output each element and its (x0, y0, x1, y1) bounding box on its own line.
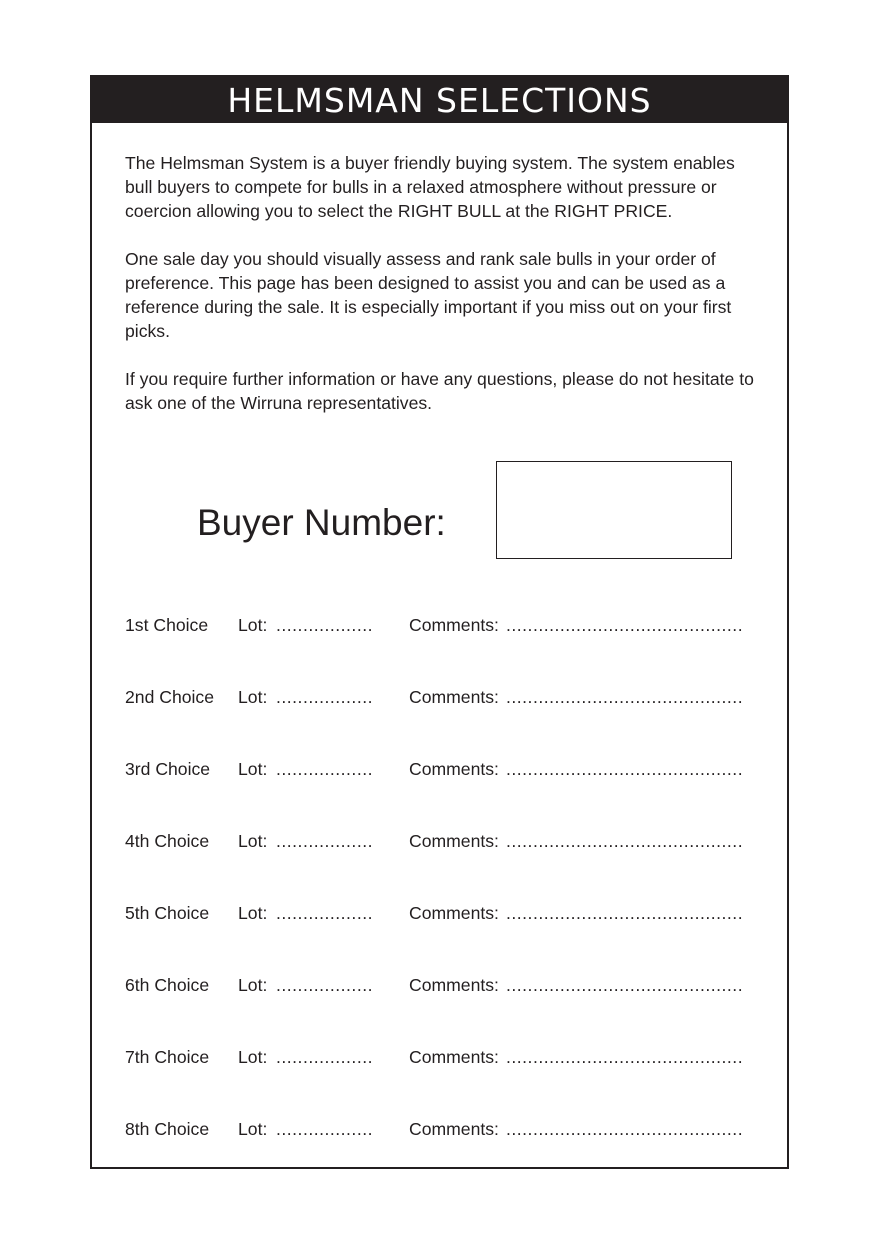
comments-field[interactable]: ............................................ (506, 759, 744, 779)
comments-field[interactable]: ............................................ (506, 687, 744, 707)
comments-label: Comments: (409, 975, 499, 995)
intro-paragraph-2: One sale day you should visually assess and rank sale bulls in your order of preference. This page has been designed to assist you and can be used as a reference during the sale. It is especially important if you miss out on your first picks. (125, 249, 732, 341)
comments-label: Comments: (409, 615, 499, 635)
lot-field[interactable]: .................. (276, 975, 373, 995)
lot-field[interactable]: .................. (276, 903, 373, 923)
lot-field[interactable]: .................. (276, 759, 373, 779)
lot-field[interactable]: .................. (276, 1119, 373, 1139)
lot-label: Lot: (238, 1119, 268, 1139)
lot-label: Lot: (238, 975, 268, 995)
choice-label: 7th Choice (125, 1047, 210, 1067)
comments-label: Comments: (409, 1119, 499, 1139)
comments-field[interactable]: ............................................ (506, 975, 744, 995)
choice-row-1 (125, 615, 765, 687)
comments-label: Comments: (409, 831, 499, 851)
lot-label: Lot: (238, 903, 268, 923)
choice-row-5 (125, 903, 765, 975)
lot-field[interactable]: .................. (276, 1047, 373, 1067)
choice-row-8 (125, 1119, 765, 1191)
comments-label: Comments: (409, 1047, 499, 1067)
header-bar (92, 77, 787, 123)
comments-label: Comments: (409, 759, 499, 779)
choice-label: 4th Choice (125, 831, 210, 851)
buyer-number-field[interactable] (496, 461, 732, 559)
choice-label: 2nd Choice (125, 687, 215, 707)
lot-label: Lot: (238, 759, 268, 779)
lot-field[interactable]: .................. (276, 615, 373, 635)
choice-row-6 (125, 975, 765, 1047)
lot-field[interactable]: .................. (276, 687, 373, 707)
comments-label: Comments: (409, 903, 499, 923)
choice-label: 6th Choice (125, 975, 210, 995)
intro-paragraph-1: The Helmsman System is a buyer friendly buying system. The system enables bull buyers to compete for bulls in a relaxed atmosphere without pressure or coercion allowing you to select the RIGHT BULL at the RIGHT PRICE. (125, 153, 735, 221)
intro-text (125, 151, 758, 439)
comments-field[interactable]: ............................................ (506, 1047, 744, 1067)
choice-row-7 (125, 1047, 765, 1119)
choice-row-4 (125, 831, 765, 903)
comments-field[interactable]: ............................................ (506, 1119, 744, 1139)
lot-label: Lot: (238, 615, 268, 635)
buyer-number-label: Buyer Number: (197, 502, 446, 543)
comments-field[interactable]: ............................................ (506, 615, 744, 635)
intro-paragraph-3: If you require further information or have any questions, please do not hesitate to ask one of the Wirruna representatives. (125, 369, 754, 413)
page-title: HELMSMAN SELECTIONS (227, 80, 652, 120)
lot-label: Lot: (238, 1047, 268, 1067)
choice-row-3 (125, 759, 765, 831)
choice-label: 1st Choice (125, 615, 209, 635)
comments-label: Comments: (409, 687, 499, 707)
choice-label: 5th Choice (125, 903, 210, 923)
lot-label: Lot: (238, 687, 268, 707)
comments-field[interactable]: ............................................ (506, 831, 744, 851)
lot-field[interactable]: .................. (276, 831, 373, 851)
choice-label: 3rd Choice (125, 759, 211, 779)
choices-list (125, 615, 765, 1191)
choice-row-2 (125, 687, 765, 759)
selection-form (90, 75, 789, 1169)
comments-field[interactable]: ............................................ (506, 903, 744, 923)
lot-label: Lot: (238, 831, 268, 851)
choice-label: 8th Choice (125, 1119, 210, 1139)
